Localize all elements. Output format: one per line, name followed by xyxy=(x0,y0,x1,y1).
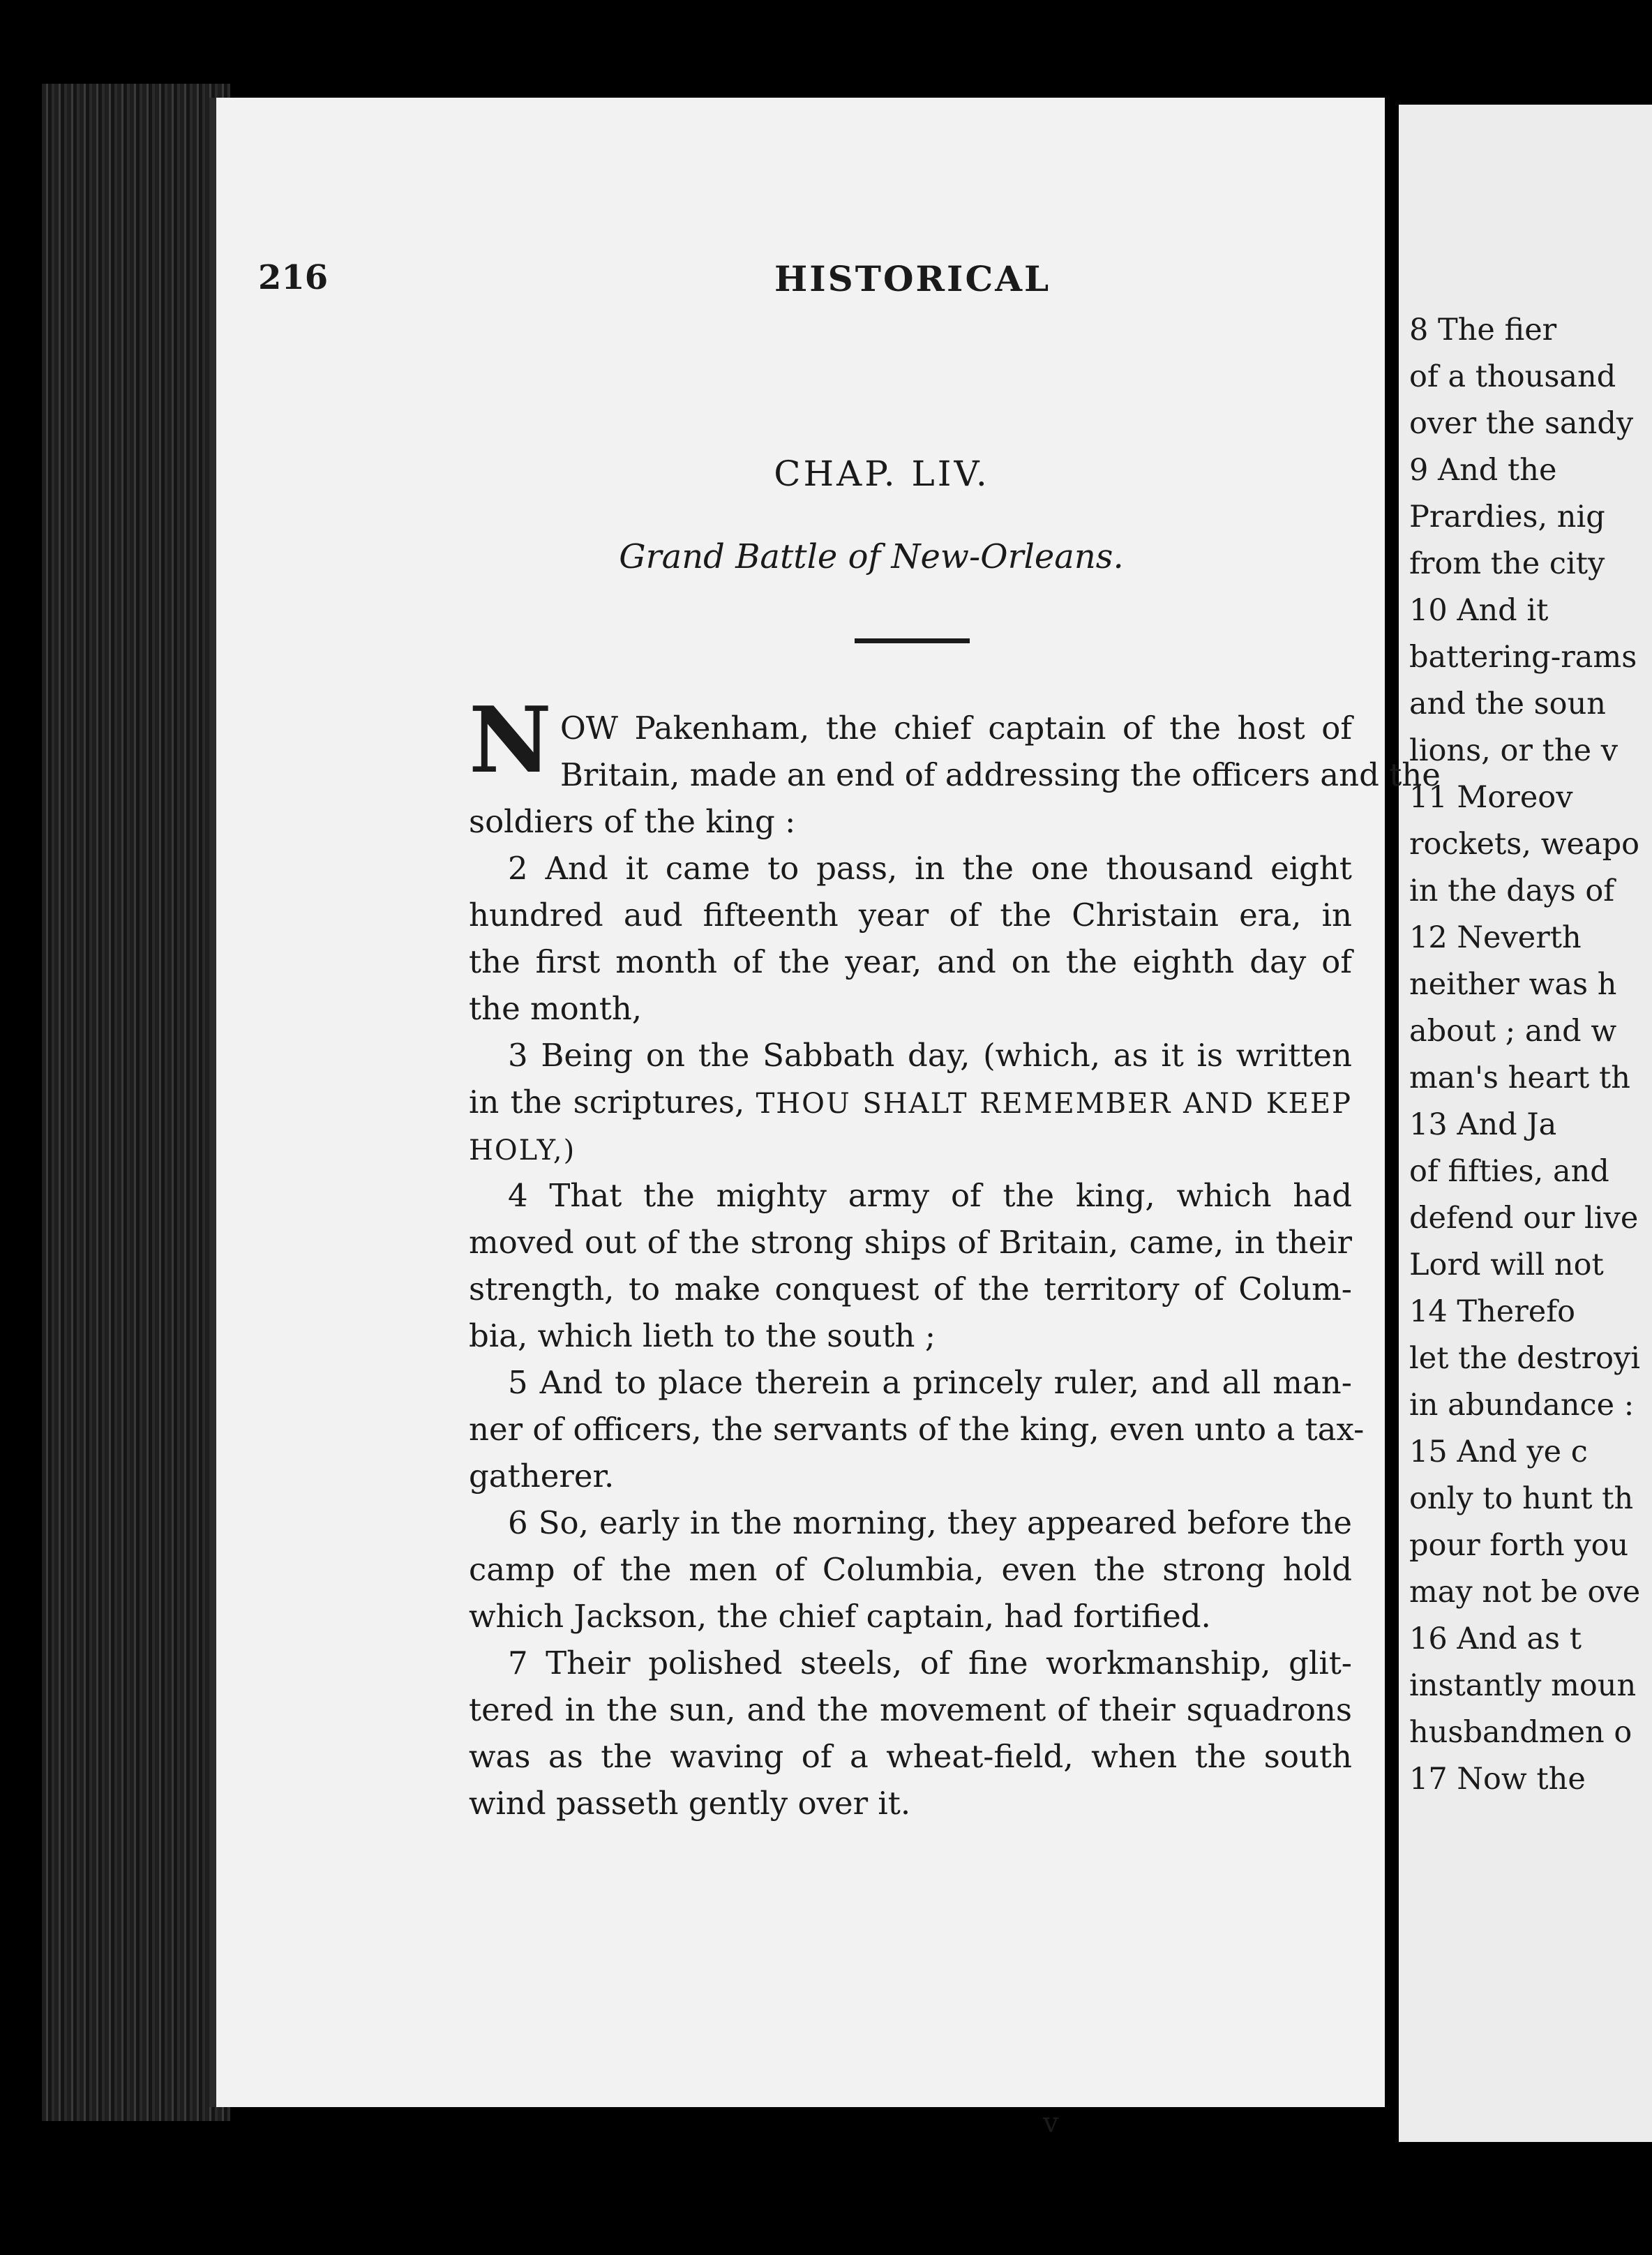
text-line: 16 And as t xyxy=(1409,1621,1582,1656)
text-line: may not be ove xyxy=(1409,1575,1641,1610)
text-line: only to hunt th xyxy=(1409,1481,1634,1516)
text-line: 9 And the xyxy=(1409,453,1557,488)
catchword: v xyxy=(1043,2107,1059,2139)
text-line: 8 The fier xyxy=(1409,313,1557,347)
page-header xyxy=(0,258,1652,314)
small-caps-text: THOU SHALT REMEMBER AND KEEP xyxy=(756,1088,1352,1120)
text-line: wind passeth gently over it. xyxy=(469,1785,911,1822)
gutter xyxy=(1385,98,1399,2135)
text-line: 7 Their polished steels, of fine workmanship, glit- xyxy=(508,1645,1352,1681)
text-line: 15 And ye c xyxy=(1409,1434,1588,1469)
text-line: the first month of the year, and on the eighth day of xyxy=(469,943,1352,980)
book-edge xyxy=(42,84,230,2121)
text-line: over the sandy xyxy=(1409,406,1634,441)
text-line: strength, to make conquest of the territory of Colum- xyxy=(469,1271,1352,1308)
text-line: battering-rams xyxy=(1409,640,1637,675)
text-line: 6 So, early in the morning, they appeared before the xyxy=(508,1504,1352,1541)
text-line: of fifties, and xyxy=(1409,1154,1609,1189)
section-rule xyxy=(855,638,970,643)
text-line: 14 Therefo xyxy=(1409,1294,1576,1329)
text-line: about ; and w xyxy=(1409,1014,1617,1049)
text-line: defend our live xyxy=(1409,1201,1639,1236)
text-line: Prardies, nig xyxy=(1409,500,1605,534)
text-line: of a thousand xyxy=(1409,359,1616,394)
text-line: man's heart th xyxy=(1409,1061,1630,1095)
text-line: 11 Moreov xyxy=(1409,780,1573,815)
text-line xyxy=(469,1079,1352,1125)
text-line: pour forth you xyxy=(1409,1528,1629,1563)
text-line: bia, which lieth to the south ; xyxy=(469,1317,936,1354)
text-line: moved out of the strong ships of Britain, came, in their xyxy=(469,1224,1352,1261)
text-line: 3 Being on the Sabbath day, (which, as it is written xyxy=(508,1037,1352,1074)
text-line: tered in the sun, and the movement of their squadrons xyxy=(469,1691,1352,1728)
running-head: HISTORICAL xyxy=(774,258,1051,299)
text-line: and the soun xyxy=(1409,687,1606,721)
text-line: Lord will not xyxy=(1409,1248,1604,1282)
chapter-title: CHAP. LIV. xyxy=(774,454,990,494)
text-line: 5 And to place therein a princely ruler, and all man- xyxy=(508,1364,1352,1401)
text-line: in the days of xyxy=(1409,874,1615,908)
text-line: neither was h xyxy=(1409,967,1617,1002)
text-line xyxy=(469,1125,1352,1172)
text-line: instantly moun xyxy=(1409,1668,1637,1703)
text-line: let the destroyi xyxy=(1409,1341,1641,1376)
chapter-subtitle: Grand Battle of New-Orleans. xyxy=(619,537,1124,576)
text-fragment: in the scriptures, xyxy=(469,1084,745,1121)
text-line: hundred aud fifteenth year of the Christain era, in xyxy=(469,897,1352,934)
text-line: 4 That the mighty army of the king, which had xyxy=(508,1177,1352,1214)
text-line: 13 And Ja xyxy=(1409,1107,1557,1142)
text-line: the month, xyxy=(469,990,643,1027)
text-line: Britain, made an end of addressing the officers and the xyxy=(560,756,1441,793)
text-line: 2 And it came to pass, in the one thousand eight xyxy=(508,850,1352,887)
right-page-text xyxy=(1409,307,1652,1803)
text-line: in abundance : xyxy=(1409,1388,1635,1423)
text-line: lions, or the v xyxy=(1409,733,1618,768)
text-line: husbandmen o xyxy=(1409,1715,1632,1750)
text-line: which Jackson, the chief captain, had fortified. xyxy=(469,1598,1211,1635)
text-line: camp of the men of Columbia, even the strong hold xyxy=(469,1551,1352,1588)
text-line: 10 And it xyxy=(1409,593,1549,628)
text-line: 17 Now the xyxy=(1409,1762,1586,1797)
text-line: from the city xyxy=(1409,546,1605,581)
text-line: rockets, weapo xyxy=(1409,827,1640,862)
small-caps-text: HOLY,) xyxy=(469,1134,576,1167)
drop-cap: N xyxy=(469,687,552,793)
body-text xyxy=(469,687,1441,1827)
text-line: was as the waving of a wheat-field, when the south xyxy=(469,1738,1352,1775)
text-line: ner of officers, the servants of the king, even unto a tax- xyxy=(469,1411,1365,1448)
text-line: 12 Neverth xyxy=(1409,920,1582,955)
page-number: 216 xyxy=(258,258,329,297)
text-line: soldiers of the king : xyxy=(469,803,796,840)
text-line: gatherer. xyxy=(469,1458,615,1494)
text-line: OW Pakenham, the chief captain of the host of xyxy=(560,710,1352,747)
